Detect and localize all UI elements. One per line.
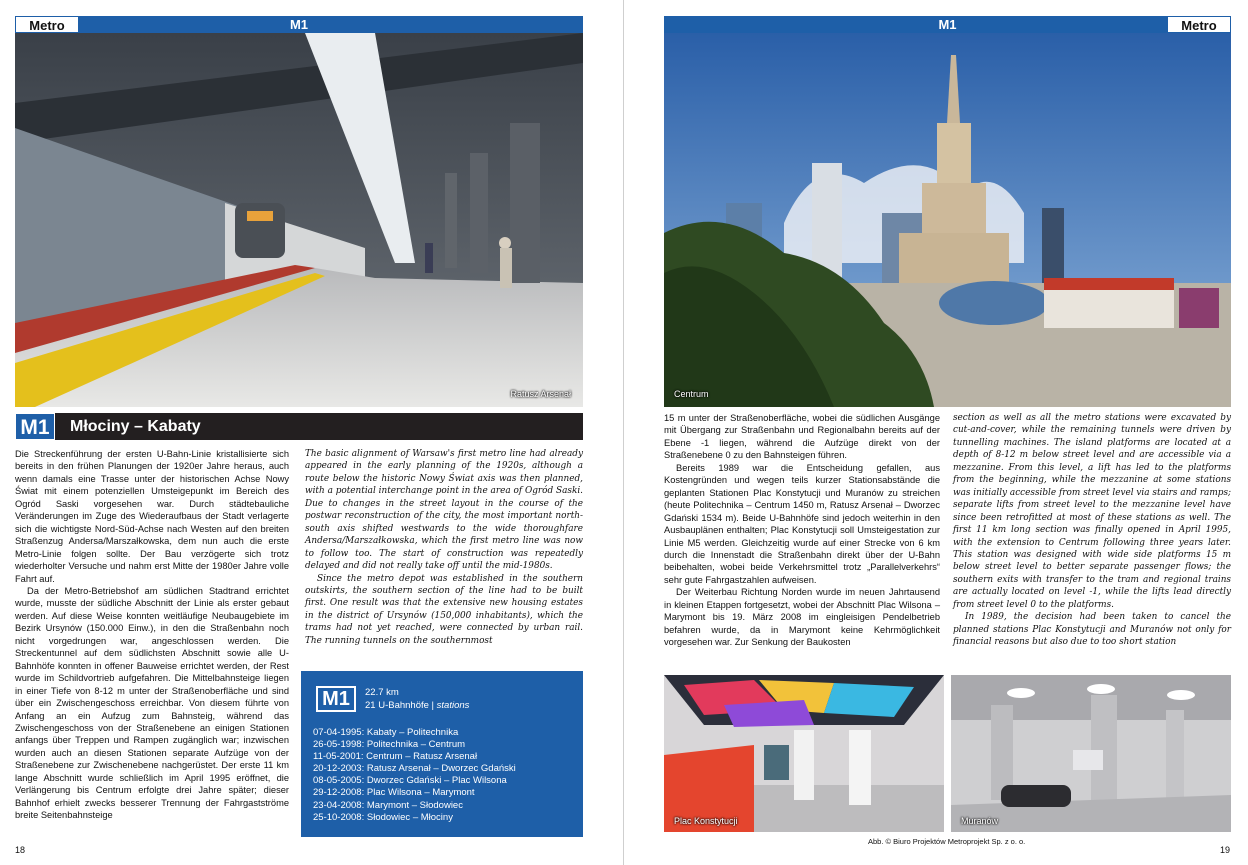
left-german-column — [15, 448, 289, 822]
left-page-number: 18 — [15, 845, 26, 855]
station-count-de: 21 U-Bahnhöfe | — [365, 700, 437, 711]
station-count-en: stations — [436, 700, 470, 711]
timeline-entry: 23-04-2008: Marymont – Słodowiec — [313, 799, 463, 811]
german-paragraph: Bereits 1989 war die Entscheidung gefallen, aus Kostengründen und wegen teils kurzer Stationsabstände die geplanten Stationen Plac Konstytucji und Muranów zu streichen (heute Politechnika – Centrum 1450 m, Ratusz Arsenał – Dworzec Gdański 1534 m). Beide U-Bahnhöfe sind jedoch weiterhin in den Ausbauplänen enthalten; Plac Konstytucji soll Umsteigestation zur Linie M5 werden. Gleichzeitig wurde auf einer Strecke von 6 km durch die Innenstadt die Straßenbahn direkt über der U-Bahn beibehalten, wobei beide Verkehrsmittel trotz „Parallelverkehrs“ sehr gute Fahrgastzahlen aufweisen. — [664, 462, 940, 585]
english-paragraph: The basic alignment of Warsaw's first metro line had already appeared in the early planning of the 1920s, although a route below the historic Nowy Świat axis was then planned, with a potential interchange point in the area of Ogród Saski. Due to changes in the street layout in the course of the postwar reconstruction of the city, the most important north-south axis shifted westwards to the wide thoroughfare Andersa/Marszałkowska, which the first metro line was now to follow too. The start of construction was repeatedly delayed and did not really take off until the mid-1980s. — [305, 449, 583, 572]
info-line-badge: M1 — [316, 686, 356, 712]
line-length: 22.7 km — [365, 687, 399, 698]
german-paragraph: Die Streckenführung der ersten U-Bahn-Linie kristallisierte sich bereits in den frühen Planungen der 1920er Jahre heraus, auch wenn damals eine Trasse unter der historischen Achse Nowy Świat mit einem potenziellen Umsteigepunkt im Bereich des Ogród Saski vorgesehen war. Durch städtebauliche Veränderungen im Zuge des Wiederaufbaus der Stadt verlagerte sich die wichtigste Nord-Süd-Achse nach Westen auf den breiten Straßenzug Andersa/Marszałkowska, dem nun auch die erste Metro-Linie folgen sollte. Der Bau verzögerte sich trotz wiederholter Versuche und nahm erst Mitte der 1980er Jahre volle Fahrt auf. — [15, 449, 289, 584]
right-section-tag: Metro — [1167, 16, 1231, 33]
timeline-entry: 11-05-2001: Centrum – Ratusz Arsenał — [313, 751, 478, 763]
image-credit: Abb. © Biuro Projektów Metroprojekt Sp. z o. o. — [868, 837, 1026, 846]
muranow-render — [951, 675, 1231, 832]
plac-konstytucji-render — [664, 675, 944, 832]
line-info-box — [301, 671, 583, 837]
english-paragraph: Since the metro depot was established in the southern outskirts, the southern section of the line had to be built first. One result was that the extensive new housing estates in the district of Ursynów (150,000 inhabitants), which the trams had not yet reached, were connected by urban rail. The running tunnels on the southernmost — [305, 573, 583, 646]
right-header-bar — [664, 16, 1231, 33]
left-photo-caption: Ratusz Arsenał — [510, 389, 571, 399]
city-centre-photo — [664, 33, 1231, 407]
timeline-entry: 25-10-2008: Słodowiec – Młociny — [313, 811, 453, 823]
right-english-column — [953, 412, 1231, 649]
english-paragraph: In 1989, the decision had been taken to cancel the planned stations Plac Konstytucji and Muranów not only for financial reasons but also due to too short station — [953, 612, 1231, 648]
timeline-entry: 08-05-2005: Dworzec Gdański – Plac Wilsona — [313, 775, 507, 787]
opening-timeline — [313, 727, 516, 824]
left-section-tag: Metro — [15, 16, 79, 33]
right-photo-caption: Centrum — [674, 389, 709, 399]
english-paragraph: section as well as all the metro stations were excavated by cut-and-cover, while the remaining tunnels were driven by tunnelling machines. The island platforms are located at a depth of 8-12 m below street level and are accessible via a mezzanine. From this level, a lift has led to the platforms from the beginning, while the mezzanine at some stations was initially accessible from street level via stairs and ramps; separate lifts from street level to the mezzanine level have since been retrofitted at most of these stations as well. The first 11 km long section was finally opened in April 1995, with the extension to Centrum following three years later. This station was designed with wide side platforms 15 m below street level to better separate passenger flows; the southern exits with transfer to the tram and regional trains are actually located on level -1, while the lifts lead directly from street level 0 to the platforms. — [953, 413, 1231, 610]
german-paragraph: Da der Metro-Betriebshof am südlichen Stadtrand errichtet wurde, musste der südliche Abschnitt der Linie als erster gebaut werden. Auf diese Weise konnten weitläufige Neubaugebiete im Bezirk Ursynów (150.000 Einw.), in den die Straßenbahn noch nicht vorgedrungen war, angeschlossen werden. Die Streckentunnel auf dem südlichsten Abschnitt sowie alle U-Bahnhöfe konnten in offener Bauweise errichtet werden, der Rest wurde im Schildvortrieb aufgefahren. Die Mittelbahnsteige liegen in einer Tiefe von 8-12 m unter der Straßenoberfläche und sind über ein Zwischengeschoss erreichbar. Von diesem führte von Anfang an ein Aufzug zum Bahnsteig, während das Zwischengeschoss von der Straßenebene an einigen Stationen anfangs über Treppen und Rampen zugänglich war; inzwischen wurden auch an diesen Stationen separate Aufzüge von der Straßenebene zur Zwischenebene nachgerüstet. Der erste 11 km lange Abschnitt wurde schließlich im April 1995 eröffnet, die Verlängerung bis Centrum erfolgte drei Jahre später; dieser Bahnhof erhielt zwecks besserer Trennung der Fahrgastströme breite Seitenbahnsteige — [15, 585, 289, 821]
right-page-number: 19 — [1220, 845, 1231, 855]
platform-illustration — [15, 33, 583, 407]
station-platform-photo — [15, 33, 583, 407]
page-gutter — [623, 0, 624, 865]
plac-konstytucji-caption: Plac Konstytucji — [674, 816, 738, 826]
timeline-entry: 07-04-1995: Kabaty – Politechnika — [313, 727, 459, 738]
german-paragraph: 15 m unter der Straßenoberfläche, wobei die südlichen Ausgänge mit Übergang zur Straßenbahn und Regionalbahn bereits auf der Ebene -1 liegen, während die Aufzüge direkt von der Straßenebene 0 zu den Bahnsteigen führen. — [664, 413, 940, 461]
page-title: Młociny – Kabaty — [70, 418, 201, 435]
german-paragraph: Der Weiterbau Richtung Norden wurde im neuen Jahrtausend in kleinen Etappen fortgesetzt, wobei der Abschnitt Plac Wilsona – Marymont bis 19. März 2008 im eingleisigen Pendelbetrieb befahren wurde, da in Marymont keine Kehrmöglichkeit vorgesehen war. Zur Senkung der Baukosten — [664, 587, 940, 648]
timeline-entry: 29-12-2008: Plac Wilsona – Marymont — [313, 787, 475, 799]
right-line-tag: M1 — [938, 17, 957, 32]
station-count — [365, 700, 469, 711]
title-line-badge: M1 — [15, 413, 55, 440]
timeline-entry: 26-05-1998: Politechnika – Centrum — [313, 739, 466, 751]
plac-konstytucji-illustration — [664, 675, 944, 832]
timeline-entry: 20-12-2003: Ratusz Arsenał – Dworzec Gdański — [313, 763, 516, 775]
right-german-column — [664, 412, 940, 649]
left-header-bar — [15, 16, 583, 33]
muranow-illustration — [951, 675, 1231, 832]
city-illustration — [664, 33, 1231, 407]
muranow-caption: Muranów — [961, 816, 999, 826]
left-line-tag: M1 — [289, 17, 309, 32]
left-english-column — [305, 448, 583, 647]
